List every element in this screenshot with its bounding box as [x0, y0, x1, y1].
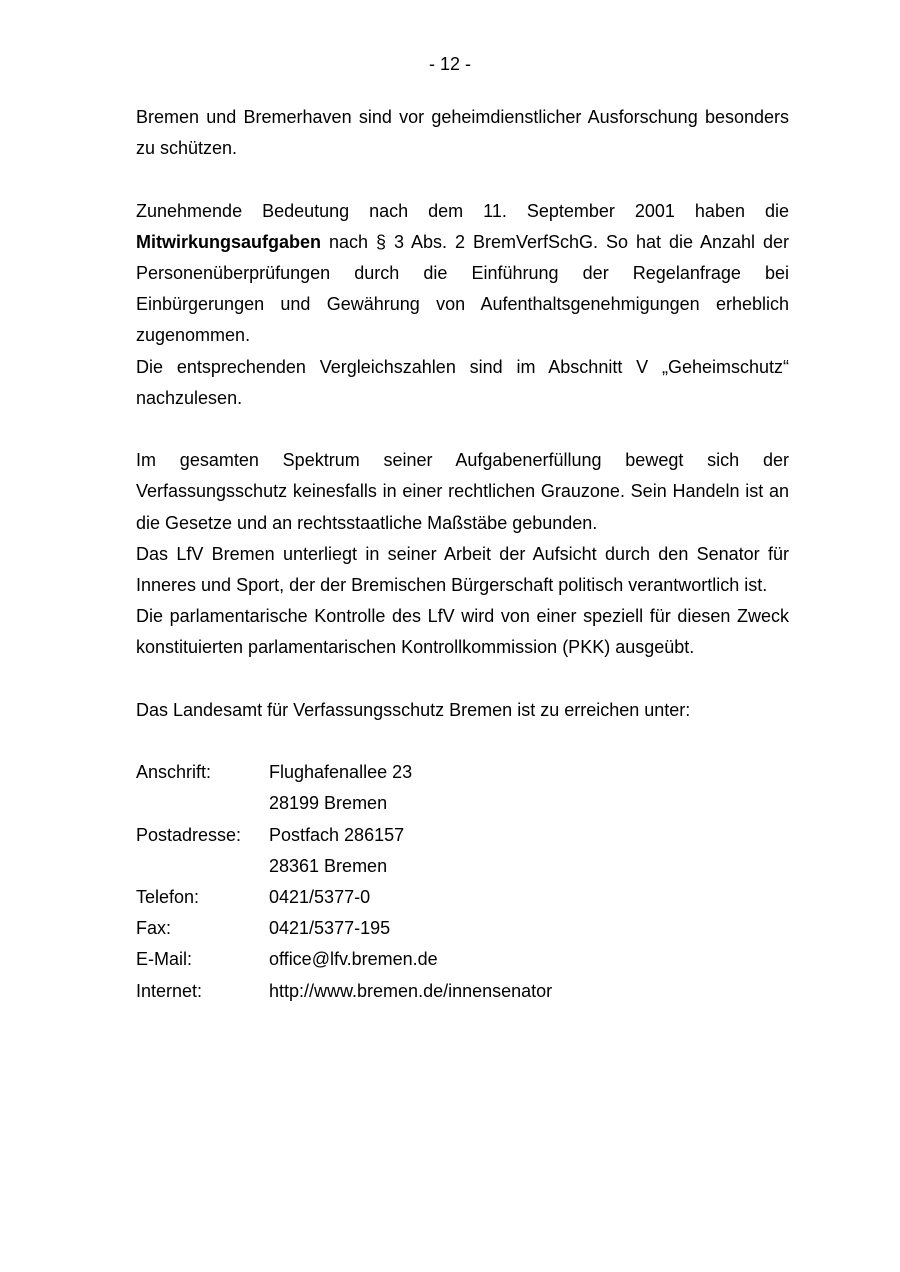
contact-label	[136, 788, 269, 819]
paragraph-cooperation-bold-term: Mitwirkungsaufgaben	[136, 231, 322, 252]
contact-value: Postfach 286157	[269, 824, 405, 845]
document-body	[136, 102, 789, 1007]
paragraph-spacer	[136, 414, 789, 445]
paragraph-supervision: Das LfV Bremen unterliegt in seiner Arbeit der Aufsicht durch den Senator für Inneres und Sport, der der Bremischen Bürgerschaft politisch verantwortlich ist.	[136, 543, 789, 596]
contact-value: 28199 Bremen	[269, 793, 388, 814]
contact-label: Postadresse:	[136, 824, 242, 845]
contact-value: http://www.bremen.de/innensenator	[269, 980, 553, 1001]
contact-label: Telefon:	[136, 887, 200, 908]
paragraph-comparison-figures: Die entsprechenden Vergleichszahlen sind im Abschnitt V „Geheimschutz“ nachzulesen.	[136, 356, 789, 408]
contact-label: Internet:	[136, 980, 203, 1001]
contact-row-address-city	[136, 788, 552, 819]
contact-table	[136, 757, 552, 1007]
paragraph-cooperation-end: nach § 3 Abs. 2 BremVerfSchG. So hat die Anzahl der Personenüberprüfungen durch die Einführung der Regelanfrage bei Einbürgerungen und Gewährung von Aufenthaltsgenehmigungen erheblich zugenommen.	[136, 231, 789, 346]
contact-label: Fax:	[136, 918, 172, 939]
contact-row-phone	[136, 882, 552, 913]
paragraph-parliamentary-control: Die parlamentarische Kontrolle des LfV wird von einer speziell für diesen Zweck konstituierten parlamentarischen Kontrollkommission (PKK) ausgeübt.	[136, 606, 789, 658]
contact-value: 0421/5377-195	[269, 918, 391, 939]
paragraph-contact-intro: Das Landesamt für Verfassungsschutz Bremen ist zu erreichen unter:	[136, 699, 691, 720]
contact-label	[136, 851, 269, 882]
paragraph-spacer	[136, 664, 789, 695]
page-number: - 12 -	[428, 54, 471, 74]
contact-value: Flughafenallee 23	[269, 762, 413, 783]
contact-value: office@lfv.bremen.de	[269, 949, 438, 970]
contact-row-fax	[136, 913, 552, 944]
contact-row-postal	[136, 820, 552, 851]
paragraph-cooperation-tasks	[136, 196, 789, 352]
contact-value: 0421/5377-0	[269, 887, 371, 908]
contact-row-internet	[136, 976, 552, 1007]
contact-row-email	[136, 944, 552, 975]
contact-row-postal-city	[136, 851, 552, 882]
contact-value: 28361 Bremen	[269, 855, 388, 876]
paragraph-protection: Bremen und Bremerhaven sind vor geheimdienstlicher Ausforschung besonders zu schützen.	[136, 107, 789, 159]
paragraph-spacer	[136, 726, 789, 757]
contact-label: E-Mail:	[136, 949, 193, 970]
paragraph-cooperation-start: Zunehmende Bedeutung nach dem 11. September 2001 haben die	[136, 200, 789, 221]
paragraph-legal-framework: Im gesamten Spektrum seiner Aufgabenerfüllung bewegt sich der Verfassungsschutz keinesfalls in einer rechtlichen Grauzone. Sein Handeln ist an die Gesetze und an rechtsstaatliche Maßstäbe gebunden.	[136, 450, 789, 533]
paragraph-spacer	[136, 164, 789, 195]
contact-label: Anschrift:	[136, 762, 212, 783]
contact-row-address	[136, 757, 552, 788]
